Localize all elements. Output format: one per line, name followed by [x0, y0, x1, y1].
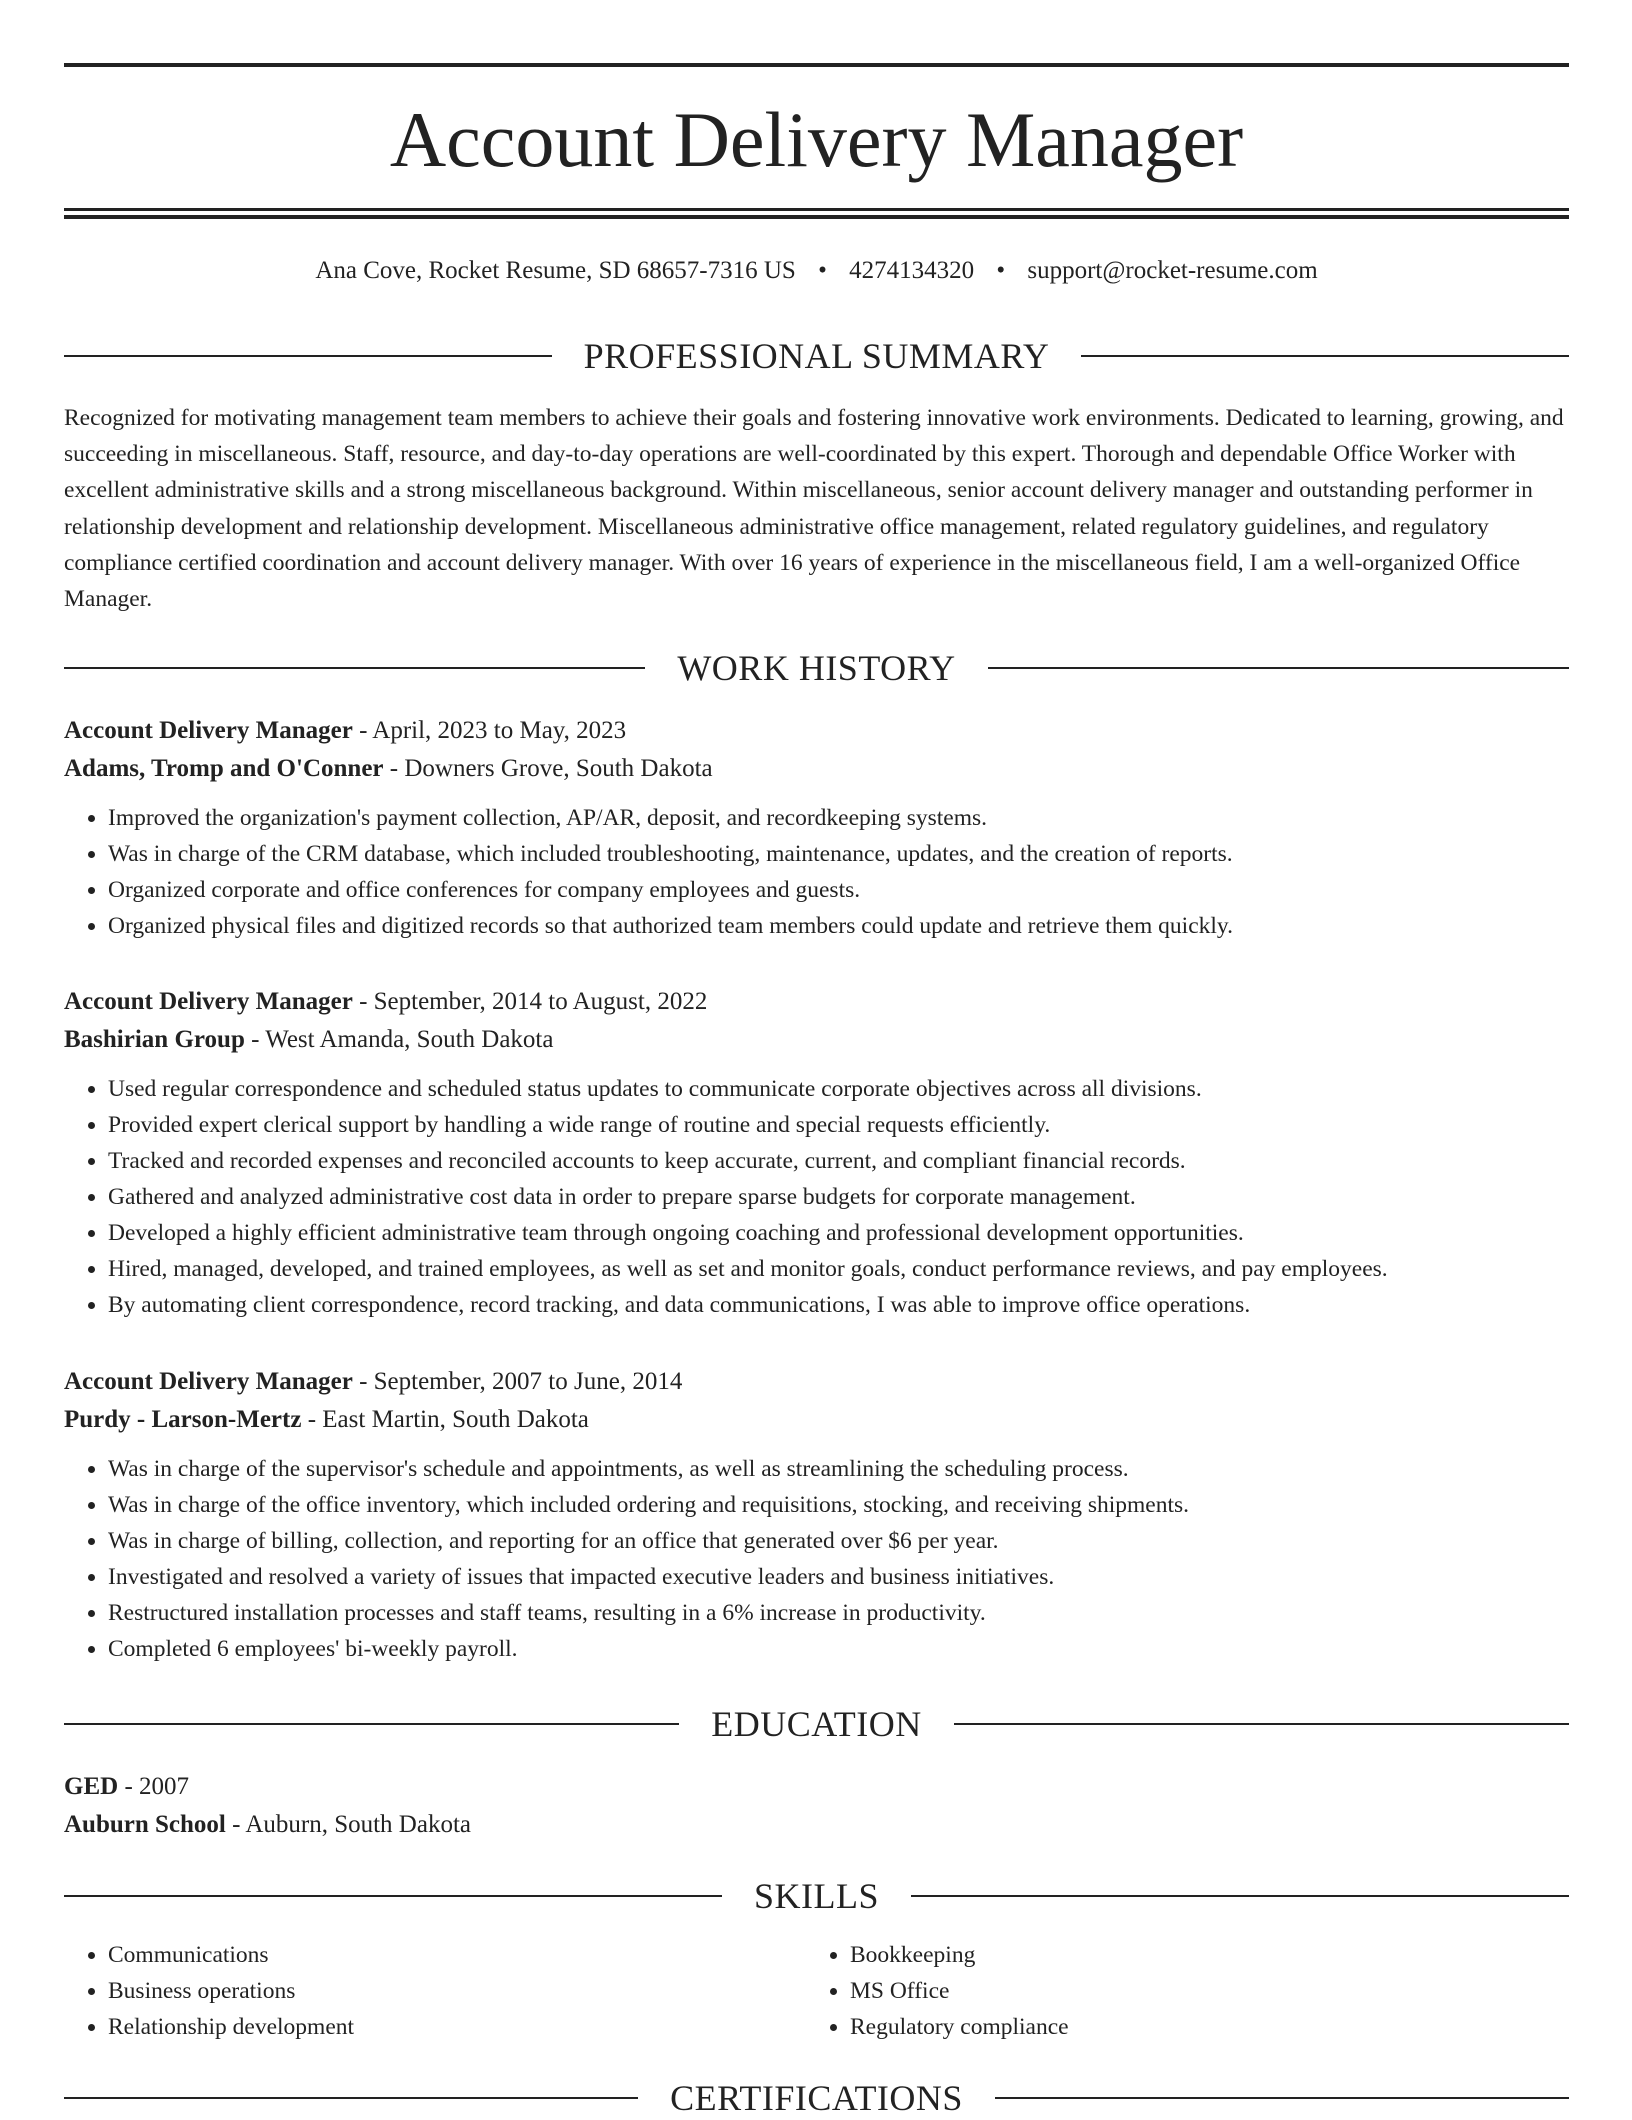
job-company: Adams, Tromp and O'Conner [64, 755, 384, 782]
job-bullet: • Improved the organization's payment collection, AP/AR, deposit, and recordkeeping systems. [108, 800, 1569, 836]
skills-column-left [64, 1937, 806, 2045]
job-dates: - September, 2014 to August, 2022 [352, 988, 708, 1015]
job-bullet: • Tracked and recorded expenses and reconciled accounts to keep accurate, current, and compliant financial records. [108, 1143, 1569, 1179]
skill-item: • Business operations [108, 1973, 806, 2009]
job-bullet: • Completed 6 employees' bi-weekly payroll. [108, 1631, 1569, 1667]
contact-address: Ana Cove, Rocket Resume, SD 68657-7316 US [315, 257, 796, 284]
heading-rule-left [64, 667, 645, 669]
section-heading-certifications [64, 2076, 1569, 2120]
skill-item: • MS Office [850, 1973, 1548, 2009]
job-location: - East Martin, South Dakota [301, 1406, 589, 1433]
contact-phone: 4274134320 [849, 257, 975, 284]
job-location: - Downers Grove, South Dakota [383, 755, 713, 782]
job-bullet: • Organized corporate and office conferences for company employees and guests. [108, 872, 1569, 908]
job-dates: - April, 2023 to May, 2023 [352, 717, 627, 744]
job-bullet: • Gathered and analyzed administrative cost data in order to prepare sparse budgets for corporate management. [108, 1179, 1569, 1215]
job-title: Account Delivery Manager [64, 988, 353, 1015]
section-title-work: WORK HISTORY [677, 648, 956, 688]
skill-item: • Regulatory compliance [850, 2009, 1548, 2045]
section-heading-skills [64, 1874, 1569, 1918]
job-bullet: • By automating client correspondence, record tracking, and data communications, I was able to improve office operations. [108, 1287, 1569, 1323]
header-top-rule [64, 63, 1569, 67]
contact-separator: • [818, 257, 827, 284]
job-title-line [64, 712, 1569, 750]
header-rule-upper [64, 208, 1569, 211]
section-heading-education [64, 1702, 1569, 1746]
job-bullet: • Organized physical files and digitized records so that authorized team members could update and retrieve them quickly. [108, 908, 1569, 944]
job-bullet: • Was in charge of the CRM database, which included troubleshooting, maintenance, updates, and the creation of reports. [108, 836, 1569, 872]
heading-rule-right [1081, 355, 1569, 357]
section-title-certifications: CERTIFICATIONS [670, 2078, 963, 2118]
section-heading-summary [64, 334, 1569, 378]
job-bullet: • Hired, managed, developed, and trained employees, as well as set and monitor goals, conduct performance reviews, and pay employees. [108, 1251, 1569, 1287]
education-degree: GED [64, 1773, 119, 1800]
job-company-line [64, 1401, 1569, 1439]
job-title: Account Delivery Manager [64, 717, 353, 744]
education-year: - 2007 [118, 1773, 190, 1800]
job-dates: - September, 2007 to June, 2014 [352, 1368, 683, 1395]
skills-list [64, 1937, 1569, 2045]
job-title: Account Delivery Manager [64, 1368, 353, 1395]
skills-column-right [806, 1937, 1548, 2045]
heading-rule-right [995, 2097, 1569, 2099]
skill-item: • Communications [108, 1937, 806, 1973]
job-title-line [64, 1363, 1569, 1401]
section-heading-work [64, 646, 1569, 690]
education-school: Auburn School [64, 1811, 226, 1838]
job-company-line [64, 750, 1569, 788]
heading-rule-left [64, 2097, 638, 2099]
summary-text: Recognized for motivating management team members to achieve their goals and fostering innovative work environments. Dedicated to learning, growing, and succeeding in miscellaneous. Staff, resource, and day-to-day operations are well-coordinated by this expert. Thorough and dependable Office Worker with excellent administrative skills and a strong miscellaneous background. Within miscellaneous, senior account delivery manager and outstanding performer in relationship development and relationship development. Miscellaneous administrative office management, related regulatory guidelines, and regulatory compliance certified coordination and account delivery manager. With over 16 years of experience in the miscellaneous field, I am a well-organized Office Manager. [64, 405, 1564, 613]
heading-rule-right [954, 1723, 1569, 1725]
skill-item: • Relationship development [108, 2009, 806, 2045]
education-school-line [64, 1806, 1569, 1844]
heading-rule-right [911, 1895, 1569, 1897]
heading-rule-right [988, 667, 1569, 669]
job-company: Purdy - Larson-Mertz [64, 1406, 302, 1433]
job-bullet: • Was in charge of the supervisor's schedule and appointments, as well as streamlining the scheduling process. [108, 1451, 1569, 1487]
education-entry [64, 1768, 1569, 1844]
job-bullet: • Developed a highly efficient administrative team through ongoing coaching and professional development opportunities. [108, 1215, 1569, 1251]
contact-line [64, 255, 1569, 287]
education-degree-line [64, 1768, 1569, 1806]
job-title-line [64, 983, 1569, 1021]
job-bullets [64, 1451, 1569, 1667]
heading-rule-left [64, 355, 552, 357]
header-rule-lower [64, 215, 1569, 219]
job-bullet: • Provided expert clerical support by handling a wide range of routine and special requests efficiently. [108, 1107, 1569, 1143]
job-entry [64, 1363, 1569, 1667]
resume-name: Account Delivery Manager [389, 96, 1244, 183]
job-entry [64, 712, 1569, 944]
education-location: - Auburn, South Dakota [225, 1811, 471, 1838]
section-title-skills: SKILLS [754, 1876, 880, 1916]
job-bullets [64, 800, 1569, 944]
job-bullet: • Used regular correspondence and scheduled status updates to communicate corporate objectives across all divisions. [108, 1071, 1569, 1107]
contact-separator: • [996, 257, 1006, 284]
job-bullet: • Was in charge of the office inventory, which included ordering and requisitions, stocking, and receiving shipments. [108, 1487, 1569, 1523]
skill-item: • Bookkeeping [850, 1937, 1548, 1973]
contact-email: support@rocket-resume.com [1027, 257, 1318, 284]
job-company: Bashirian Group [64, 1026, 245, 1053]
job-bullet: • Was in charge of billing, collection, and reporting for an office that generated over $6 per year. [108, 1523, 1569, 1559]
job-entry [64, 983, 1569, 1323]
section-title-education: EDUCATION [711, 1704, 922, 1744]
job-bullets [64, 1071, 1569, 1323]
job-company-line [64, 1021, 1569, 1059]
job-bullet: • Investigated and resolved a variety of issues that impacted executive leaders and business initiatives. [108, 1559, 1569, 1595]
job-bullet: • Restructured installation processes and staff teams, resulting in a 6% increase in productivity. [108, 1595, 1569, 1631]
section-title-summary: PROFESSIONAL SUMMARY [583, 336, 1050, 376]
heading-rule-left [64, 1895, 722, 1897]
job-location: - West Amanda, South Dakota [244, 1026, 554, 1053]
heading-rule-left [64, 1723, 679, 1725]
